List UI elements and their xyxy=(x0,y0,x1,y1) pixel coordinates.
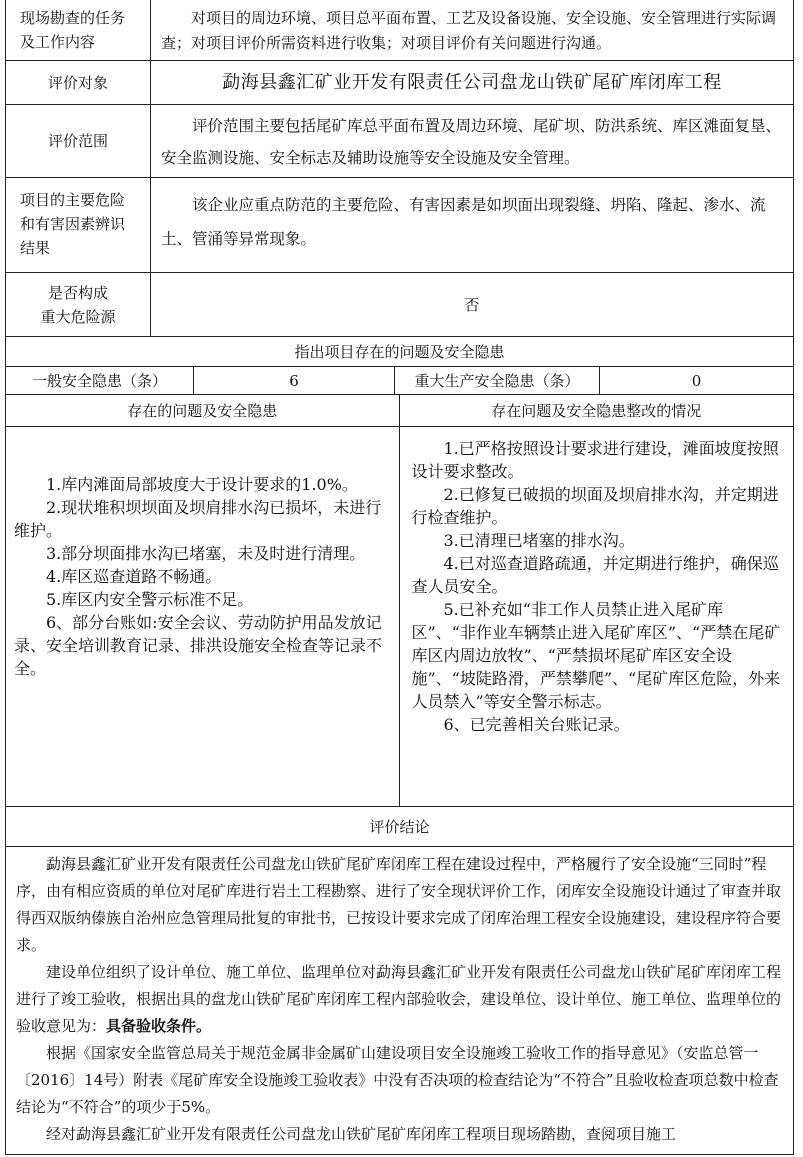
problems-list xyxy=(6,427,400,806)
major-hazard-label-line: 重大危险源 xyxy=(40,307,116,326)
major-hazard-label-line: 是否构成 xyxy=(47,283,108,302)
conclusion-body xyxy=(6,847,793,1155)
rectification-item: 2.已修复已破损的坝面及坝肩排水沟，并定期进行检查维护。 xyxy=(411,485,779,527)
evaluation-report-table xyxy=(5,0,794,1155)
scope-content-cell xyxy=(151,105,793,177)
scope-label-cell xyxy=(6,105,151,177)
issues-header: 指出项目存在的问题及安全隐患 xyxy=(294,343,505,361)
issues-detail-row xyxy=(6,427,793,807)
task-label-line: 及工作内容 xyxy=(20,33,96,51)
major-hazard-value-cell xyxy=(151,273,793,336)
conclusion-paragraph: 根据《国家安全监管总局关于规范金属非金属矿山建设项目安全设施竣工验收工作的指导意见》（安监总管一〔2016〕14号）附表《尾矿库安全设施竣工验收表》中没有否决项的检查结论为“不符合”且验收检查项总数中检查结论为“不符合”的项少于5%。 xyxy=(16,1044,779,1116)
hazards-row xyxy=(6,178,793,273)
scope-label: 评价范围 xyxy=(47,132,108,150)
rectification-item: 3.已清理已堵塞的排水沟。 xyxy=(443,531,635,550)
general-hazard-count: 6 xyxy=(289,371,299,390)
scope-row xyxy=(6,105,793,178)
rectification-item: 4.已对巡查道路疏通，并定期进行维护，确保巡查人员安全。 xyxy=(411,554,779,596)
rectification-column-header: 存在问题及安全隐患整改的情况 xyxy=(491,401,702,420)
major-hazard-count-label-cell xyxy=(395,367,600,394)
task-row xyxy=(6,0,793,61)
object-content: 勐海县鑫汇矿业开发有限责任公司盘龙山铁矿尾矿库闭库工程 xyxy=(222,71,722,93)
rectification-list xyxy=(400,427,794,806)
object-row xyxy=(6,61,793,105)
major-hazard-row xyxy=(6,273,793,337)
object-label: 评价对象 xyxy=(47,73,108,92)
problem-item: 1.库内滩面局部坡度大于设计要求的1.0%。 xyxy=(46,475,358,494)
major-hazard-value: 否 xyxy=(464,295,480,314)
general-hazard-count-cell xyxy=(194,367,395,394)
columns-header-row xyxy=(6,395,793,427)
general-hazard-label: 一般安全隐患（条） xyxy=(31,371,167,390)
major-hazard-label xyxy=(6,273,151,336)
conclusion-header-row xyxy=(6,807,793,847)
issues-header-row xyxy=(6,337,793,367)
object-label-cell xyxy=(6,61,151,104)
conclusion-paragraph-text: 建设单位组织了设计单位、施工单位、监理单位对勐海县鑫汇矿业开发有限责任公司盘龙山铁矿尾矿库闭库工程进行了竣工验收，根据出具的盘龙山铁矿尾矿库闭库工程内部验收会，建设单位、设计单位、施工单位、监理单位的验收意见为： xyxy=(16,963,782,1035)
task-content: 对项目的周边环境、项目总平面布置、工艺及设备设施、安全设施、安全管理进行实际调查；对项目评价所需资料进行收集；对项目评价有关问题进行沟通。 xyxy=(161,9,777,52)
problem-item: 3.部分坝面排水沟已堵塞，未及时进行清理。 xyxy=(46,544,366,563)
hazards-content: 该企业应重点防范的主要危险、有害因素是如坝面出现裂缝、坍陷、隆起、渗水、流土、管涌等异常现象。 xyxy=(161,196,766,248)
conclusion-paragraph: 经对勐海县鑫汇矿业开发有限责任公司盘龙山铁矿尾矿库闭库工程项目现场踏勘，查阅项目施工 xyxy=(46,1125,677,1143)
problem-item: 6、部分台账如:安全会议、劳动防护用品发放记录、安全培训教育记录、排洪设施安全检查等记录不全。 xyxy=(14,613,383,678)
problem-item: 2.现状堆积坝坝面及坝肩排水沟已损坏，未进行维护。 xyxy=(14,498,382,540)
general-hazard-label-cell xyxy=(6,367,194,394)
acceptance-result: 具备验收条件。 xyxy=(106,1017,212,1035)
problems-column-header-cell xyxy=(6,395,400,426)
task-label-line: 现场勘查的任务 xyxy=(20,9,126,27)
hazards-label xyxy=(6,178,151,272)
object-content-cell xyxy=(151,61,793,104)
problem-item: 4.库区巡查道路不畅通。 xyxy=(46,567,222,586)
task-label xyxy=(6,0,151,60)
hazards-label-line: 结果 xyxy=(20,239,51,257)
scope-content: 评价范围主要包括尾矿库总平面布置及周边环境、尾矿坝、防洪系统、库区滩面复垦、安全监测设施、安全标志及辅助设施等安全设施及安全管理。 xyxy=(161,117,782,167)
rectification-column-header-cell xyxy=(400,395,794,426)
rectification-item: 6、已完善相关台账记录。 xyxy=(443,715,630,734)
hazards-label-line: 项目的主要危险 xyxy=(20,191,126,209)
major-hazard-count-label: 重大生产安全隐患（条） xyxy=(414,371,580,390)
problems-column-header: 存在的问题及安全隐患 xyxy=(127,401,278,420)
major-hazard-count: 0 xyxy=(691,371,702,390)
conclusion-header: 评价结论 xyxy=(369,818,430,836)
problem-item: 5.库区内安全警示标准不足。 xyxy=(46,590,254,609)
rectification-item: 5.已补充如“非工作人员禁止进入尾矿库区”、“非作业车辆禁止进入尾矿库区”、“严禁在尾矿库区内周边放牧”、“严禁损坏尾矿库区安全设施”、“坡陡路滑，严禁攀爬”、“尾矿库区危险，外来人员禁入”等安全警示标志。 xyxy=(411,600,781,711)
rectification-item: 1.已严格按照设计要求进行建设，滩面坡度按照设计要求整改。 xyxy=(411,439,779,481)
task-content-cell xyxy=(151,0,793,60)
counts-row xyxy=(6,367,793,395)
hazards-content-cell xyxy=(151,178,793,272)
conclusion-paragraph xyxy=(16,959,783,1040)
hazards-label-line: 和有害因素辨识 xyxy=(20,215,126,233)
conclusion-paragraph: 勐海县鑫汇矿业开发有限责任公司盘龙山铁矿尾矿库闭库工程在建设过程中，严格履行了安全设施“三同时”程序，由有相应资质的单位对尾矿库进行岩土工程勘察、进行了安全现状评价工作，闭库安全设施设计通过了审查并取得西双版纳傣族自治州应急管理局批复的审批书，已按设计要求完成了闭库治理工程安全设施建设，建设程序符合要求。 xyxy=(16,855,782,954)
major-hazard-count-cell xyxy=(600,367,793,394)
